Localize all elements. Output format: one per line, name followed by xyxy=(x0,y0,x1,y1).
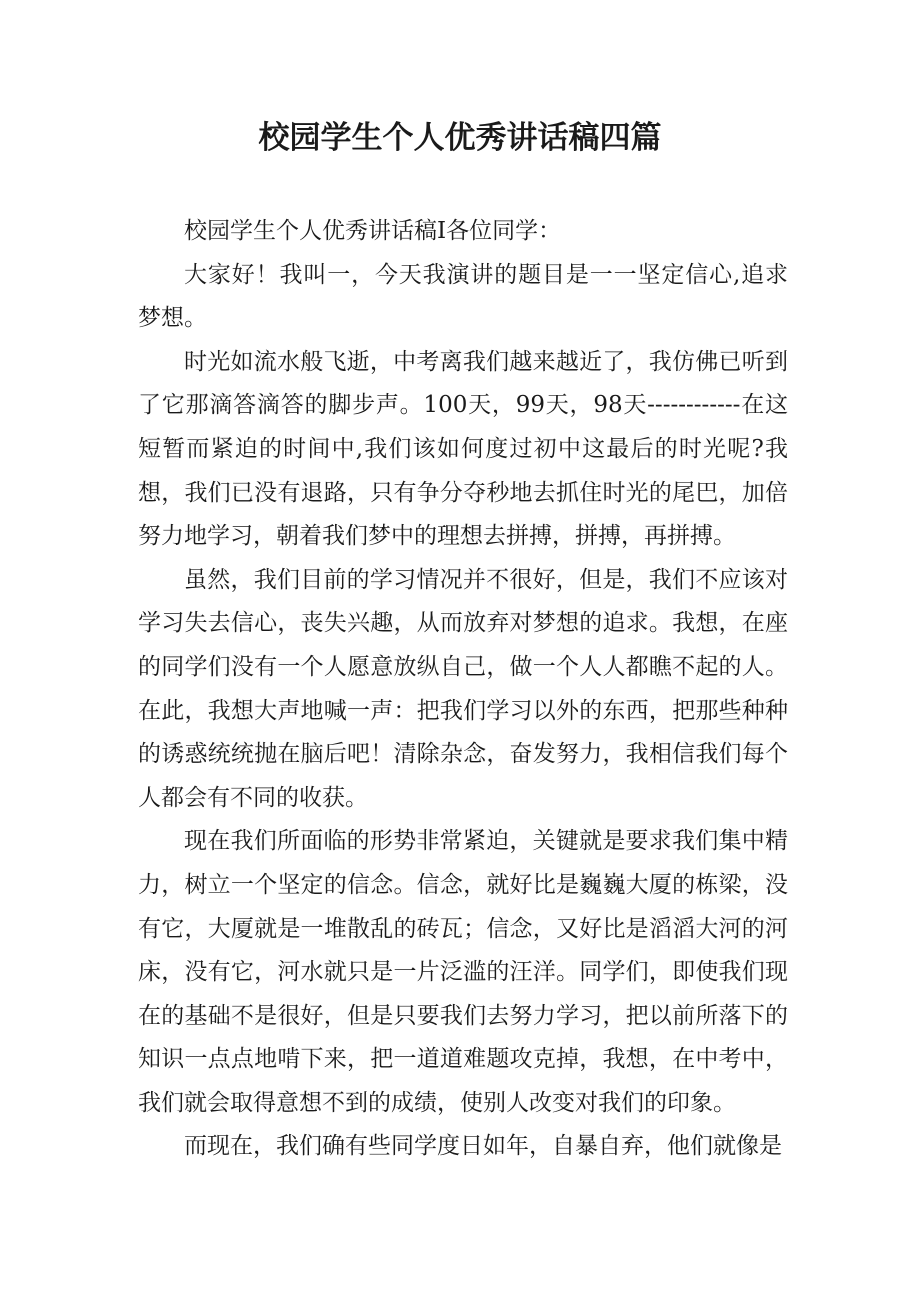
paragraph-time-flies: 时光如流水般飞逝，中考离我们越来越近了，我仿佛已听到了它那滴答滴答的脚步声。100天，99天，98天------------在这短暂而紧迫的时间中,我们该如何度过初中这最后的时光呢?我想，我们已没有退路，只有争分夺秒地去抓住时光的尾巴，加倍努力地学习，朝着我们梦中的理想去拼搏，拼搏，再拼搏。 xyxy=(138,348,788,550)
page-title: 校园学生个人优秀讲话稿四篇 xyxy=(258,120,662,156)
paragraph-confidence: 虽然，我们目前的学习情况并不很好，但是，我们不应该对学习失去信心，丧失兴趣，从而放弃对梦想的追求。我想，在座的同学们没有一个人愿意放纵自己，做一个人人都瞧不起的人。在此，我想大声地喊一声：把我们学习以外的东西，把那些种种的诱惑统统抛在脑后吧！清除杂念，奋发努力，我相信我们每个人都会有不同的收获。 xyxy=(138,566,788,811)
paragraph-belief: 现在我们所面临的形势非常紧迫，关键就是要求我们集中精力，树立一个坚定的信念。信念，就好比是巍巍大厦的栋梁，没有它，大厦就是一堆散乱的砖瓦；信念，又好比是滔滔大河的河床，没有它，河水就只是一片泛滥的汪洋。同学们，即使我们现在的基础不是很好，但是只要我们去努力学习，把以前所落下的知识一点点地啃下来，把一道道难题攻克掉，我想，在中考中，我们就会取得意想不到的成绩，使别人改变对我们的印象。 xyxy=(138,828,788,1116)
document-body xyxy=(138,210,788,1169)
paragraph-greeting: 大家好！我叫一，今天我演讲的题目是一一坚定信心,追求梦想。 xyxy=(138,261,788,332)
paragraph-salutation: 校园学生个人优秀讲话稿I各位同学： xyxy=(184,218,562,244)
paragraph-now: 而现在，我们确有些同学度日如年，自暴自弃，他们就像是 xyxy=(184,1133,782,1160)
